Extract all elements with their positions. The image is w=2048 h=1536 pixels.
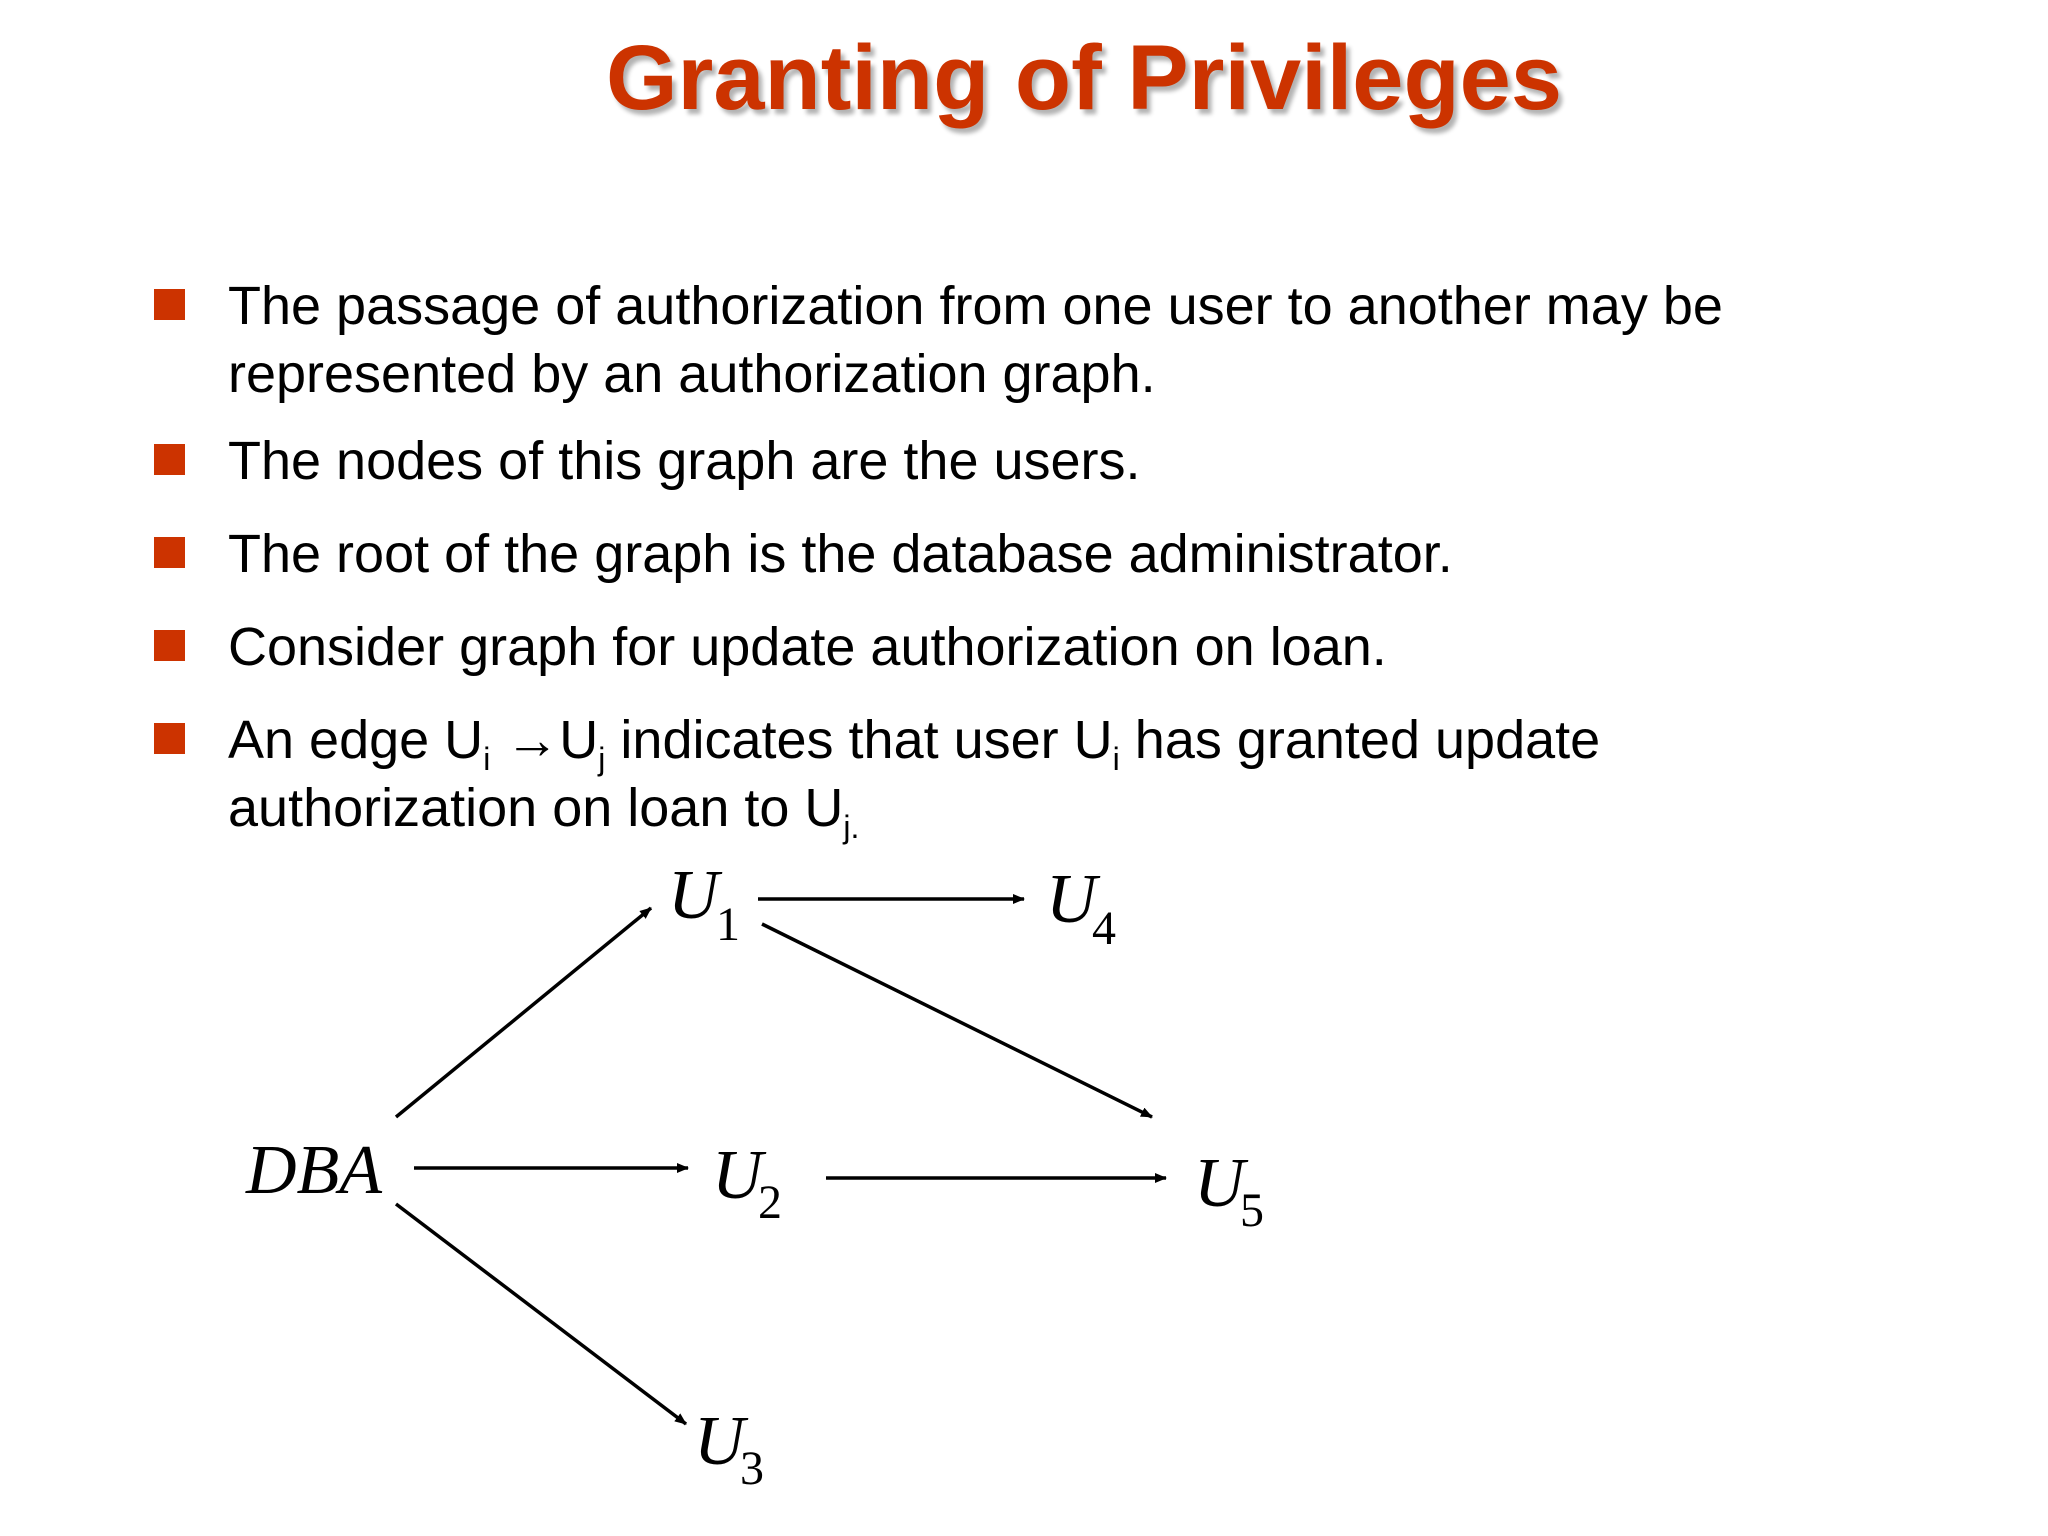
node-label: DBA xyxy=(246,1132,383,1209)
subscript: j xyxy=(598,741,606,777)
node-u4 xyxy=(1046,861,1116,955)
node-label: U xyxy=(668,857,719,934)
edge-text: indicates that user U xyxy=(605,710,1113,770)
node-dba xyxy=(245,1132,382,1209)
slide-title: Granting of Privileges xyxy=(606,27,1562,129)
node-label: U xyxy=(1046,861,1097,938)
bullet-line: represented by an authorization graph. xyxy=(228,344,1156,404)
node-u5 xyxy=(1194,1145,1264,1237)
edge-dba-u1 xyxy=(396,908,651,1117)
node-subscript: 1 xyxy=(716,898,740,951)
node-label: U xyxy=(694,1403,745,1480)
edge-text: has granted update xyxy=(1119,710,1601,770)
subscript: i xyxy=(483,741,491,777)
node-u2 xyxy=(712,1137,782,1229)
edge-text: An edge U xyxy=(228,710,484,770)
node-label: U xyxy=(712,1137,763,1214)
node-subscript: 4 xyxy=(1092,902,1116,955)
subscript: j. xyxy=(843,809,860,845)
node-subscript: 5 xyxy=(1240,1184,1264,1237)
node-label: U xyxy=(1194,1145,1245,1222)
node-u1 xyxy=(668,857,740,951)
arrow-text: →U xyxy=(490,710,599,770)
node-subscript: 3 xyxy=(740,1442,764,1495)
node-u3 xyxy=(694,1403,764,1495)
bullet-line: Consider graph for update authorization on loan. xyxy=(228,617,1387,677)
node-subscript: 2 xyxy=(758,1176,782,1229)
subscript: i xyxy=(1112,741,1120,777)
bullet-line: The nodes of this graph are the users. xyxy=(228,431,1141,491)
bullet-line: The passage of authorization from one user to another may be xyxy=(228,276,1723,336)
edge-dba-u3 xyxy=(396,1204,686,1424)
edge-text: authorization on loan to U xyxy=(228,778,844,838)
bullet-line: The root of the graph is the database administrator. xyxy=(228,524,1453,584)
